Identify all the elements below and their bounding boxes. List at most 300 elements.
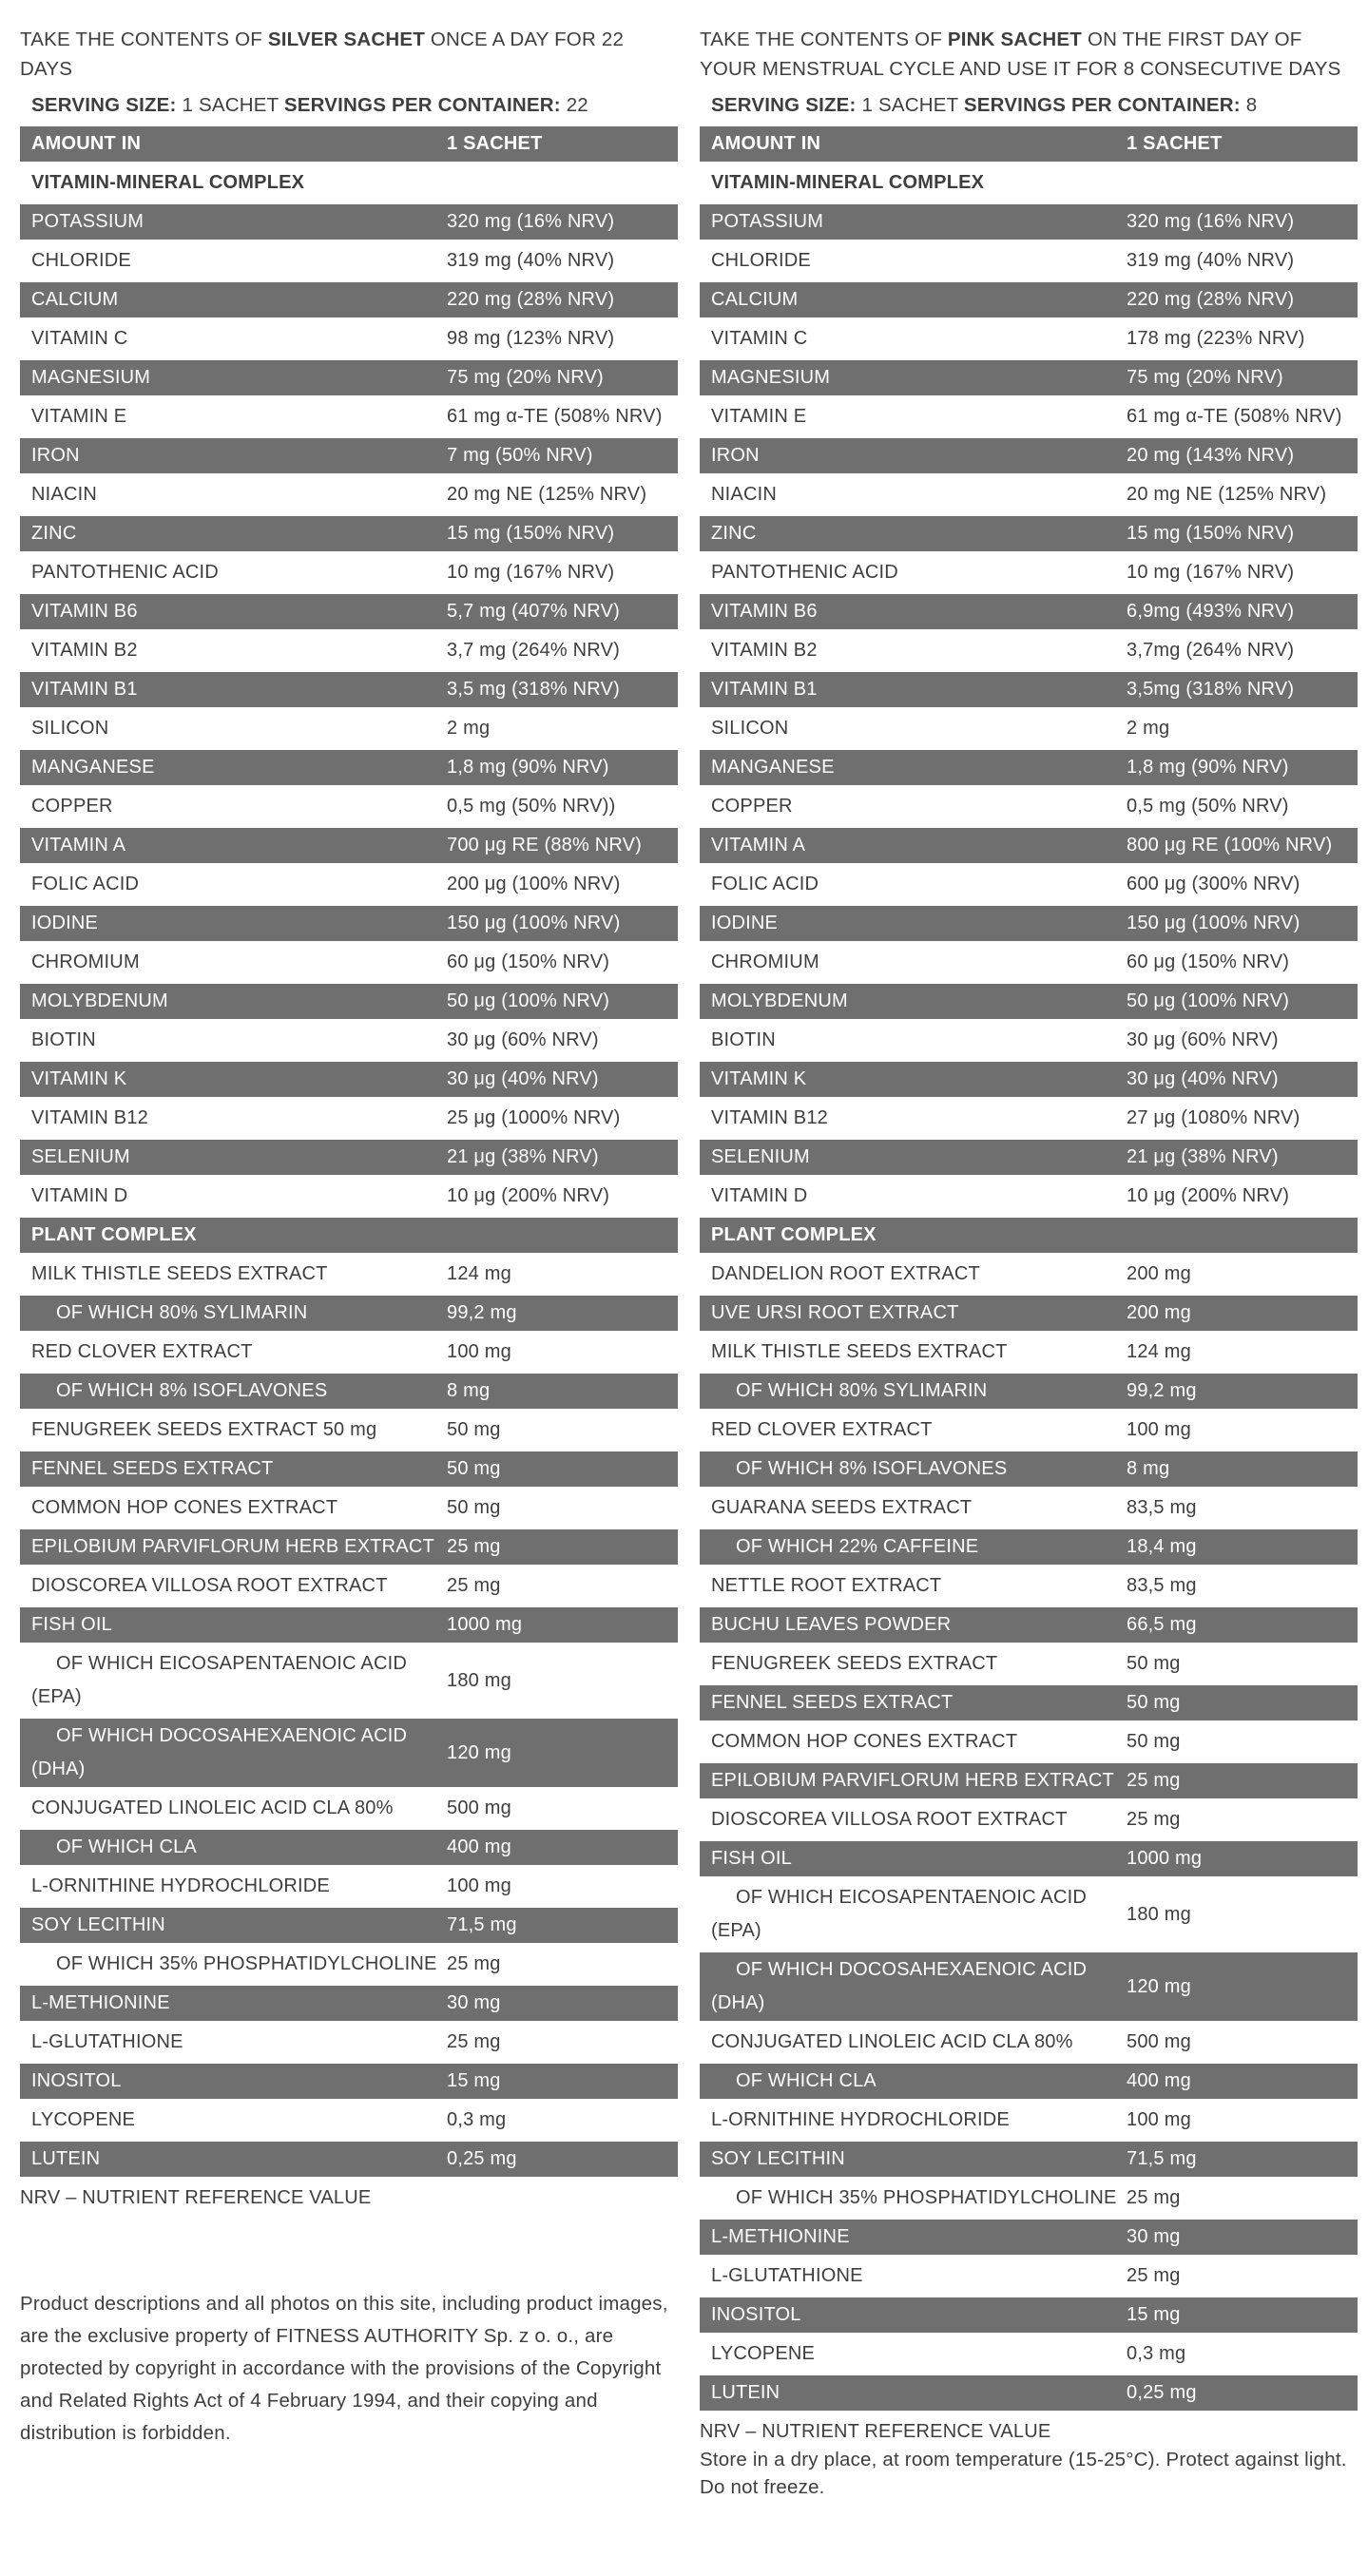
ingredient-amount: 2 mg xyxy=(447,718,491,739)
ingredient-amount: 15 mg (150% NRV) xyxy=(447,523,615,544)
table-row xyxy=(700,280,1358,319)
ingredient-amount: 25 mg xyxy=(1127,2187,1181,2208)
ingredient-amount: 83,5 mg xyxy=(1127,1497,1197,1518)
per-sachet-header: 1 SACHET xyxy=(447,133,543,154)
table-row xyxy=(20,1567,678,1605)
table-row xyxy=(20,436,678,475)
ingredient-name: VITAMIN C xyxy=(31,328,128,349)
ingredient-amount: 124 mg xyxy=(1127,1341,1191,1362)
ingredient-amount: 180 mg xyxy=(447,1669,511,1691)
table-row xyxy=(20,943,678,982)
table-row xyxy=(20,865,678,904)
table-header xyxy=(20,125,678,163)
ingredient-name: COPPER xyxy=(31,796,113,817)
ingredient-name: LYCOPENE xyxy=(31,2109,136,2130)
ingredient-amount: 50 mg xyxy=(1127,1653,1181,1674)
table-row xyxy=(700,865,1358,904)
ingredient-amount: 120 mg xyxy=(1127,1975,1191,1997)
ingredient-name: MILK THISTLE SEEDS EXTRACT xyxy=(711,1341,1008,1362)
ingredient-name: L-GLUTATHIONE xyxy=(31,2031,183,2052)
ingredient-name: NIACIN xyxy=(711,484,777,505)
ingredient-amount: 21 μg (38% NRV) xyxy=(447,1146,599,1167)
ingredient-amount: 100 mg xyxy=(1127,2109,1191,2130)
ingredient-name: VITAMIN K xyxy=(711,1068,807,1089)
table-row xyxy=(20,904,678,943)
ingredient-name: COPPER xyxy=(711,796,793,817)
ingredient-name: DANDELION ROOT EXTRACT xyxy=(711,1263,980,1284)
table-row xyxy=(20,2140,678,2179)
table-row xyxy=(20,1450,678,1489)
table-row xyxy=(20,1945,678,1984)
ingredient-name: MOLYBDENUM xyxy=(31,990,168,1011)
ingredient-name: OF WHICH 35% PHOSPHATIDYLCHOLINE xyxy=(56,1953,437,1974)
ingredient-amount: 319 mg (40% NRV) xyxy=(447,250,615,271)
ingredient-amount: 71,5 mg xyxy=(447,1914,517,1935)
ingredient-amount: 30 μg (40% NRV) xyxy=(447,1068,599,1089)
ingredient-amount: 120 mg xyxy=(447,1741,511,1763)
ingredient-amount: 320 mg (16% NRV) xyxy=(1127,211,1295,232)
ingredient-amount: 200 mg xyxy=(1127,1263,1191,1284)
ingredient-amount: 30 μg (60% NRV) xyxy=(447,1029,599,1050)
pink-sachet-panel xyxy=(700,21,1358,2501)
pink-facts-table xyxy=(700,163,1358,2413)
ingredient-amount: 700 μg RE (88% NRV) xyxy=(447,835,643,855)
ingredient-amount: 30 μg (40% NRV) xyxy=(1127,1068,1279,1089)
ingredient-name: MAGNESIUM xyxy=(31,367,151,388)
ingredient-amount: 600 μg (300% NRV) xyxy=(1127,874,1301,894)
table-row xyxy=(700,1177,1358,1216)
table-row xyxy=(20,1984,678,2023)
table-row xyxy=(20,1294,678,1333)
table-row xyxy=(700,514,1358,553)
ingredient-amount: 0,25 mg xyxy=(447,2148,517,2169)
ingredient-name: VITAMIN E xyxy=(31,406,127,427)
ingredient-name: L-GLUTATHIONE xyxy=(711,2265,863,2286)
section-header-row xyxy=(20,163,678,202)
table-row xyxy=(20,670,678,709)
table-row xyxy=(700,1722,1358,1761)
ingredient-name: IODINE xyxy=(31,913,99,933)
ingredient-amount: 10 mg (167% NRV) xyxy=(447,562,615,583)
ingredient-name: FISH OIL xyxy=(31,1614,112,1635)
ingredient-name: VITAMIN B6 xyxy=(711,601,818,622)
ingredient-name: DIOSCOREA VILLOSA ROOT EXTRACT xyxy=(711,1809,1068,1830)
table-row xyxy=(700,670,1358,709)
ingredient-name: FENNEL SEEDS EXTRACT xyxy=(31,1458,274,1479)
table-row xyxy=(20,982,678,1021)
ingredient-name: VITAMIN B1 xyxy=(711,679,818,700)
ingredient-name: EPILOBIUM PARVIFLORUM HERB EXTRACT xyxy=(31,1536,434,1557)
ingredient-name: L-ORNITHINE HYDROCHLORIDE xyxy=(31,1875,330,1896)
table-header xyxy=(700,125,1358,163)
table-row xyxy=(20,1021,678,1060)
ingredient-name: CONJUGATED LINOLEIC ACID CLA 80% xyxy=(31,1797,394,1818)
table-row xyxy=(20,1867,678,1906)
ingredient-amount: 27 μg (1080% NRV) xyxy=(1127,1107,1301,1128)
serving-size-label: SERVING SIZE: xyxy=(31,94,177,116)
table-row xyxy=(700,943,1358,982)
ingredient-amount: 0,5 mg (50% NRV) xyxy=(1127,796,1289,817)
table-row xyxy=(20,1605,678,1644)
ingredient-amount: 8 mg xyxy=(1127,1458,1170,1479)
ingredient-amount: 220 mg (28% NRV) xyxy=(1127,289,1295,310)
ingredient-amount: 1,8 mg (90% NRV) xyxy=(1127,757,1289,778)
ingredient-name: CONJUGATED LINOLEIC ACID CLA 80% xyxy=(711,2031,1073,2052)
section-title: PLANT COMPLEX xyxy=(711,1224,877,1245)
ingredient-name: VITAMIN B2 xyxy=(31,640,138,661)
table-row xyxy=(700,1372,1358,1411)
table-row xyxy=(700,904,1358,943)
table-row xyxy=(20,787,678,826)
storage-instructions: Store in a dry place, at room temperature (15-25°C). Protect against light. Do not freeze. xyxy=(700,2449,1347,2498)
ingredient-amount: 75 mg (20% NRV) xyxy=(1127,367,1283,388)
ingredient-amount: 25 mg xyxy=(447,2031,501,2052)
ingredient-name: VITAMIN E xyxy=(711,406,807,427)
ingredient-name: CALCIUM xyxy=(31,289,119,310)
servings-per-container-value: 8 xyxy=(1245,94,1258,116)
table-row xyxy=(700,202,1358,241)
silver-sachet-panel xyxy=(20,21,678,2501)
table-row xyxy=(700,553,1358,592)
ingredient-name: CHROMIUM xyxy=(711,952,819,972)
ingredient-name: FENUGREEK SEEDS EXTRACT xyxy=(711,1653,998,1674)
table-row xyxy=(700,2218,1358,2257)
table-row xyxy=(700,1411,1358,1450)
table-row xyxy=(700,2062,1358,2101)
table-row xyxy=(700,1839,1358,1878)
ingredient-name: LUTEIN xyxy=(31,2148,101,2169)
ingredient-amount: 66,5 mg xyxy=(1127,1614,1197,1635)
ingredient-name: OF WHICH CLA xyxy=(736,2070,877,2091)
ingredient-name: CHLORIDE xyxy=(711,250,811,271)
ingredient-name: RED CLOVER EXTRACT xyxy=(31,1341,253,1362)
ingredient-amount: 50 μg (100% NRV) xyxy=(1127,990,1290,1011)
ingredient-amount: 20 mg NE (125% NRV) xyxy=(1127,484,1327,505)
ingredient-name: FOLIC ACID xyxy=(31,874,140,894)
section-title: VITAMIN-MINERAL COMPLEX xyxy=(711,172,985,193)
ingredient-name: CALCIUM xyxy=(711,289,799,310)
table-row xyxy=(20,319,678,358)
ingredient-name: SILICON xyxy=(711,718,789,739)
table-row xyxy=(20,1528,678,1567)
ingredient-name: IODINE xyxy=(711,913,779,933)
ingredient-amount: 61 mg α-TE (508% NRV) xyxy=(447,406,663,427)
nrv-footnote: NRV – NUTRIENT REFERENCE VALUE xyxy=(20,2187,372,2208)
usage-post: ON THE FIRST DAY OF YOUR MENSTRUAL CYCLE AND USE IT FOR 8 CONSECUTIVE DAYS xyxy=(700,29,1341,80)
table-row xyxy=(20,1333,678,1372)
ingredient-amount: 61 mg α-TE (508% NRV) xyxy=(1127,406,1342,427)
table-row xyxy=(700,787,1358,826)
ingredient-name: MANGANESE xyxy=(711,757,835,778)
ingredient-amount: 124 mg xyxy=(447,1263,511,1284)
table-row xyxy=(700,2374,1358,2413)
ingredient-amount: 25 mg xyxy=(1127,1770,1181,1791)
table-row xyxy=(20,1717,678,1789)
ingredient-amount: 180 mg xyxy=(1127,1903,1191,1925)
sachet-name: PINK SACHET xyxy=(947,29,1083,50)
table-row xyxy=(20,2101,678,2140)
table-row xyxy=(700,1605,1358,1644)
table-row xyxy=(700,826,1358,865)
ingredient-amount: 0,3 mg xyxy=(447,2109,507,2130)
ingredient-name: SOY LECITHIN xyxy=(31,1914,165,1935)
ingredient-amount: 500 mg xyxy=(447,1797,511,1818)
ingredient-amount: 15 mg xyxy=(1127,2304,1181,2325)
ingredient-name: COMMON HOP CONES EXTRACT xyxy=(711,1731,1018,1752)
table-row xyxy=(20,1177,678,1216)
table-row xyxy=(700,1878,1358,1951)
table-row xyxy=(700,1761,1358,1800)
ingredient-name: OF WHICH 22% CAFFEINE xyxy=(736,1536,979,1557)
ingredient-name: MAGNESIUM xyxy=(711,367,831,388)
table-row xyxy=(700,2335,1358,2374)
silver-facts-table xyxy=(20,163,678,2179)
ingredient-name: INOSITOL xyxy=(711,2304,801,2325)
ingredient-name: FISH OIL xyxy=(711,1848,792,1869)
ingredient-amount: 7 mg (50% NRV) xyxy=(447,445,593,466)
table-row xyxy=(700,1567,1358,1605)
ingredient-name: VITAMIN B12 xyxy=(31,1107,148,1128)
table-row xyxy=(700,1683,1358,1722)
ingredient-name: OF WHICH DOCOSAHEXAENOIC ACID (DHA) xyxy=(711,1959,1088,2013)
ingredient-name: LUTEIN xyxy=(711,2382,780,2403)
pink-usage-instructions xyxy=(700,21,1358,84)
ingredient-amount: 50 mg xyxy=(1127,1731,1181,1752)
ingredient-amount: 2 mg xyxy=(1127,718,1170,739)
serving-size-label: SERVING SIZE: xyxy=(711,94,857,116)
ingredient-name: VITAMIN B12 xyxy=(711,1107,828,1128)
ingredient-amount: 60 μg (150% NRV) xyxy=(1127,952,1290,972)
ingredient-amount: 10 μg (200% NRV) xyxy=(1127,1185,1290,1206)
table-row xyxy=(700,1528,1358,1567)
amount-in-header: AMOUNT IN xyxy=(31,133,142,154)
section-title: PLANT COMPLEX xyxy=(31,1224,197,1245)
section-header-row xyxy=(700,1216,1358,1255)
ingredient-amount: 30 mg xyxy=(1127,2226,1181,2247)
ingredient-amount: 25 μg (1000% NRV) xyxy=(447,1107,621,1128)
ingredient-name: OF WHICH 80% SYLIMARIN xyxy=(56,1302,308,1323)
table-row xyxy=(700,1333,1358,1372)
table-row xyxy=(20,202,678,241)
table-row xyxy=(700,1099,1358,1138)
ingredient-amount: 3,7 mg (264% NRV) xyxy=(447,640,620,661)
table-row xyxy=(700,2140,1358,2179)
ingredient-amount: 178 mg (223% NRV) xyxy=(1127,328,1305,349)
table-row xyxy=(700,1450,1358,1489)
table-row xyxy=(700,1644,1358,1683)
ingredient-name: SELENIUM xyxy=(711,1146,810,1167)
ingredient-name: OF WHICH 8% ISOFLAVONES xyxy=(736,1458,1008,1479)
table-row xyxy=(20,553,678,592)
ingredient-name: BIOTIN xyxy=(31,1029,96,1050)
table-row xyxy=(700,2179,1358,2218)
section-title: VITAMIN-MINERAL COMPLEX xyxy=(31,172,305,193)
ingredient-amount: 100 mg xyxy=(1127,1419,1191,1440)
ingredient-name: OF WHICH EICOSAPENTAENOIC ACID (EPA) xyxy=(31,1653,407,1707)
ingredient-amount: 30 mg xyxy=(447,1992,501,2013)
table-row xyxy=(20,475,678,514)
table-row xyxy=(700,1951,1358,2023)
section-header-row xyxy=(20,1216,678,1255)
table-row xyxy=(700,1060,1358,1099)
ingredient-amount: 0,5 mg (50% NRV)) xyxy=(447,796,616,817)
ingredient-name: OF WHICH 8% ISOFLAVONES xyxy=(56,1380,328,1401)
ingredient-amount: 1000 mg xyxy=(447,1614,523,1635)
ingredient-name: LYCOPENE xyxy=(711,2343,816,2364)
ingredient-amount: 18,4 mg xyxy=(1127,1536,1197,1557)
ingredient-name: PANTOTHENIC ACID xyxy=(711,562,898,583)
ingredient-amount: 25 mg xyxy=(447,1953,501,1974)
table-row xyxy=(20,241,678,280)
copyright-notice: Product descriptions and all photos on this site, including product images, are the exclusive property of FITNESS AUTHORITY Sp. z o. o., are protected by copyright in accordance with the provisions of the Copyright and Related Rights Act of 4 February 1994, and their copying and distribution is forbidden. xyxy=(20,2293,668,2444)
table-row xyxy=(700,2296,1358,2335)
table-row xyxy=(700,709,1358,748)
ingredient-amount: 30 μg (60% NRV) xyxy=(1127,1029,1279,1050)
table-row xyxy=(20,397,678,436)
table-row xyxy=(20,592,678,631)
ingredient-name: UVE URSI ROOT EXTRACT xyxy=(711,1302,959,1323)
ingredient-amount: 10 mg (167% NRV) xyxy=(1127,562,1295,583)
ingredient-amount: 50 mg xyxy=(447,1497,501,1518)
ingredient-name: CHROMIUM xyxy=(31,952,140,972)
table-row xyxy=(20,1372,678,1411)
ingredient-amount: 100 mg xyxy=(447,1341,511,1362)
ingredient-name: L-ORNITHINE HYDROCHLORIDE xyxy=(711,2109,1010,2130)
ingredient-name: OF WHICH EICOSAPENTAENOIC ACID (EPA) xyxy=(711,1887,1087,1941)
ingredient-name: OF WHICH CLA xyxy=(56,1836,197,1857)
ingredient-name: PANTOTHENIC ACID xyxy=(31,562,219,583)
table-row xyxy=(20,1828,678,1867)
usage-post: ONCE A DAY FOR 22 DAYS xyxy=(20,29,625,80)
silver-serving-info xyxy=(20,93,678,118)
ingredient-name: FENUGREEK SEEDS EXTRACT 50 mg xyxy=(31,1419,377,1440)
table-row xyxy=(20,1489,678,1528)
ingredient-name: FOLIC ACID xyxy=(711,874,819,894)
ingredient-amount: 50 mg xyxy=(447,1419,501,1440)
servings-per-container-label: SERVINGS PER CONTAINER: xyxy=(283,94,561,116)
ingredient-amount: 21 μg (38% NRV) xyxy=(1127,1146,1279,1167)
ingredient-name: IRON xyxy=(31,445,80,466)
sachet-name: SILVER SACHET xyxy=(267,29,425,50)
table-row xyxy=(700,1138,1358,1177)
table-row xyxy=(700,1489,1358,1528)
ingredient-name: INOSITOL xyxy=(31,2070,122,2091)
ingredient-name: SOY LECITHIN xyxy=(711,2148,845,2169)
ingredient-name: BIOTIN xyxy=(711,1029,776,1050)
table-row xyxy=(20,358,678,397)
table-row xyxy=(700,982,1358,1021)
table-row xyxy=(700,436,1358,475)
table-row xyxy=(20,709,678,748)
table-row xyxy=(700,1800,1358,1839)
ingredient-amount: 25 mg xyxy=(1127,1809,1181,1830)
ingredient-amount: 83,5 mg xyxy=(1127,1575,1197,1596)
ingredient-name: L-METHIONINE xyxy=(711,2226,850,2247)
ingredient-name: VITAMIN D xyxy=(711,1185,808,1206)
ingredient-amount: 15 mg (150% NRV) xyxy=(1127,523,1295,544)
ingredient-name: OF WHICH DOCOSAHEXAENOIC ACID (DHA) xyxy=(31,1725,408,1779)
per-sachet-header: 1 SACHET xyxy=(1127,133,1223,154)
ingredient-name: NIACIN xyxy=(31,484,97,505)
ingredient-name: GUARANA SEEDS EXTRACT xyxy=(711,1497,973,1518)
table-row xyxy=(20,1255,678,1294)
silver-usage-instructions xyxy=(20,21,678,84)
section-header-row xyxy=(700,163,1358,202)
ingredient-name: VITAMIN A xyxy=(711,835,806,855)
table-row xyxy=(20,1411,678,1450)
ingredient-amount: 50 mg xyxy=(1127,1692,1181,1713)
ingredient-name: BUCHU LEAVES POWDER xyxy=(711,1614,952,1635)
ingredient-name: OF WHICH 80% SYLIMARIN xyxy=(736,1380,988,1401)
ingredient-amount: 99,2 mg xyxy=(447,1302,517,1323)
table-row xyxy=(700,1294,1358,1333)
ingredient-amount: 60 μg (150% NRV) xyxy=(447,952,610,972)
ingredient-amount: 800 μg RE (100% NRV) xyxy=(1127,835,1333,855)
table-row xyxy=(20,2023,678,2062)
ingredient-name: IRON xyxy=(711,445,760,466)
ingredient-amount: 400 mg xyxy=(447,1836,511,1857)
usage-text xyxy=(20,25,678,84)
table-row xyxy=(700,241,1358,280)
ingredient-name: RED CLOVER EXTRACT xyxy=(711,1419,933,1440)
ingredient-amount: 500 mg xyxy=(1127,2031,1191,2052)
table-row xyxy=(700,1255,1358,1294)
ingredient-amount: 3,7mg (264% NRV) xyxy=(1127,640,1295,661)
table-row xyxy=(20,1060,678,1099)
table-row xyxy=(20,1644,678,1717)
ingredient-amount: 0,25 mg xyxy=(1127,2382,1197,2403)
ingredient-amount: 1,8 mg (90% NRV) xyxy=(447,757,609,778)
ingredient-name: DIOSCOREA VILLOSA ROOT EXTRACT xyxy=(31,1575,388,1596)
ingredient-name: MILK THISTLE SEEDS EXTRACT xyxy=(31,1263,328,1284)
table-row xyxy=(20,1906,678,1945)
ingredient-amount: 3,5 mg (318% NRV) xyxy=(447,679,620,700)
table-row xyxy=(700,1021,1358,1060)
ingredient-amount: 200 μg (100% NRV) xyxy=(447,874,621,894)
ingredient-name: L-METHIONINE xyxy=(31,1992,170,2013)
ingredient-name: POTASSIUM xyxy=(711,211,824,232)
ingredient-amount: 99,2 mg xyxy=(1127,1380,1197,1401)
usage-text xyxy=(700,25,1358,84)
table-row xyxy=(20,2062,678,2101)
ingredient-name: EPILOBIUM PARVIFLORUM HERB EXTRACT xyxy=(711,1770,1114,1791)
ingredient-amount: 8 mg xyxy=(447,1380,491,1401)
usage-pre: TAKE THE CONTENTS OF xyxy=(700,29,942,50)
servings-per-container-value: 22 xyxy=(566,94,588,116)
ingredient-amount: 15 mg xyxy=(447,2070,501,2091)
ingredient-name: SELENIUM xyxy=(31,1146,130,1167)
ingredient-name: ZINC xyxy=(711,523,757,544)
ingredient-amount: 150 μg (100% NRV) xyxy=(1127,913,1301,933)
ingredient-amount: 400 mg xyxy=(1127,2070,1191,2091)
ingredient-name: VITAMIN C xyxy=(711,328,808,349)
ingredient-name: SILICON xyxy=(31,718,109,739)
ingredient-amount: 20 mg NE (125% NRV) xyxy=(447,484,647,505)
ingredient-amount: 220 mg (28% NRV) xyxy=(447,289,615,310)
ingredient-amount: 150 μg (100% NRV) xyxy=(447,913,621,933)
ingredient-amount: 5,7 mg (407% NRV) xyxy=(447,601,620,622)
table-row xyxy=(700,2101,1358,2140)
table-row xyxy=(20,514,678,553)
table-row xyxy=(700,631,1358,670)
ingredient-amount: 25 mg xyxy=(447,1575,501,1596)
ingredient-name: VITAMIN B1 xyxy=(31,679,138,700)
ingredient-amount: 20 mg (143% NRV) xyxy=(1127,445,1295,466)
ingredient-amount: 6,9mg (493% NRV) xyxy=(1127,601,1295,622)
table-row xyxy=(700,2257,1358,2296)
nrv-footnote: NRV – NUTRIENT REFERENCE VALUE xyxy=(700,2421,1051,2442)
ingredient-name: NETTLE ROOT EXTRACT xyxy=(711,1575,942,1596)
